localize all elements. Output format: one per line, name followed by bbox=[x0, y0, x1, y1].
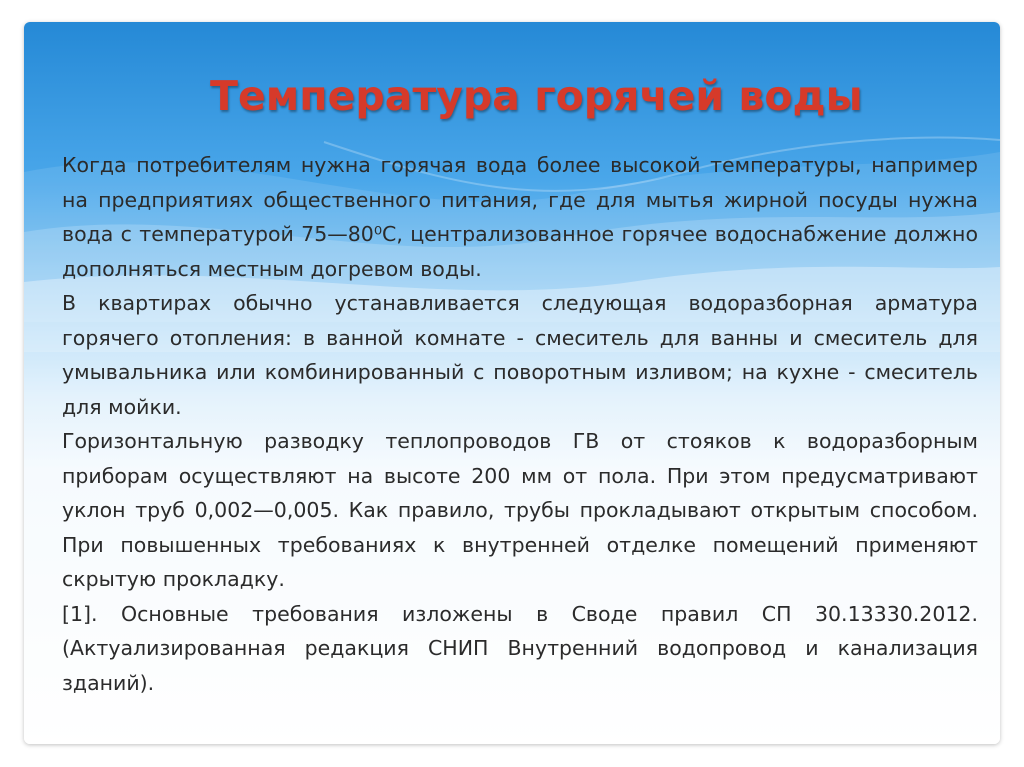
paragraph-regulations-reference: [1]. Основные требования изложены в Своде правил СП 30.13330.2012. (Актуализированная редакция СНИП Внутренний водопровод и канализация зданий). bbox=[62, 601, 978, 695]
slide-title: Температура горячей воды bbox=[210, 72, 863, 120]
slide-body bbox=[62, 148, 978, 700]
paragraph-horizontal-piping: Горизонтальную разводку теплопроводов ГВ от стояков к водоразборным приборам осуществляют на высоте 200 мм от пола. При этом предусматривают уклон труб 0,002—0,005. Как правило, трубы прокладывают открытым способом. При повышенных требованиях к внутренней отделке помещений применяют скрытую прокладку. bbox=[62, 429, 978, 591]
paragraph-apartment-fittings: В квартирах обычно устанавливается следующая водоразборная арматура горячего отопления: в ванной комнате - смеситель для ванны и смеситель для умывальника или комбинированный с поворотным изливом; на кухне - смеситель для мойки. bbox=[62, 291, 978, 419]
slide bbox=[24, 22, 1000, 744]
paragraph-hot-water-temperature: Когда потребителям нужна горячая вода более высокой температуры, например на предприятиях общественного питания, где для мытья жирной посуды нужна вода с температурой 75—80⁰С, централизованное горячее водоснабжение должно дополняться местным догревом воды. bbox=[62, 153, 978, 281]
